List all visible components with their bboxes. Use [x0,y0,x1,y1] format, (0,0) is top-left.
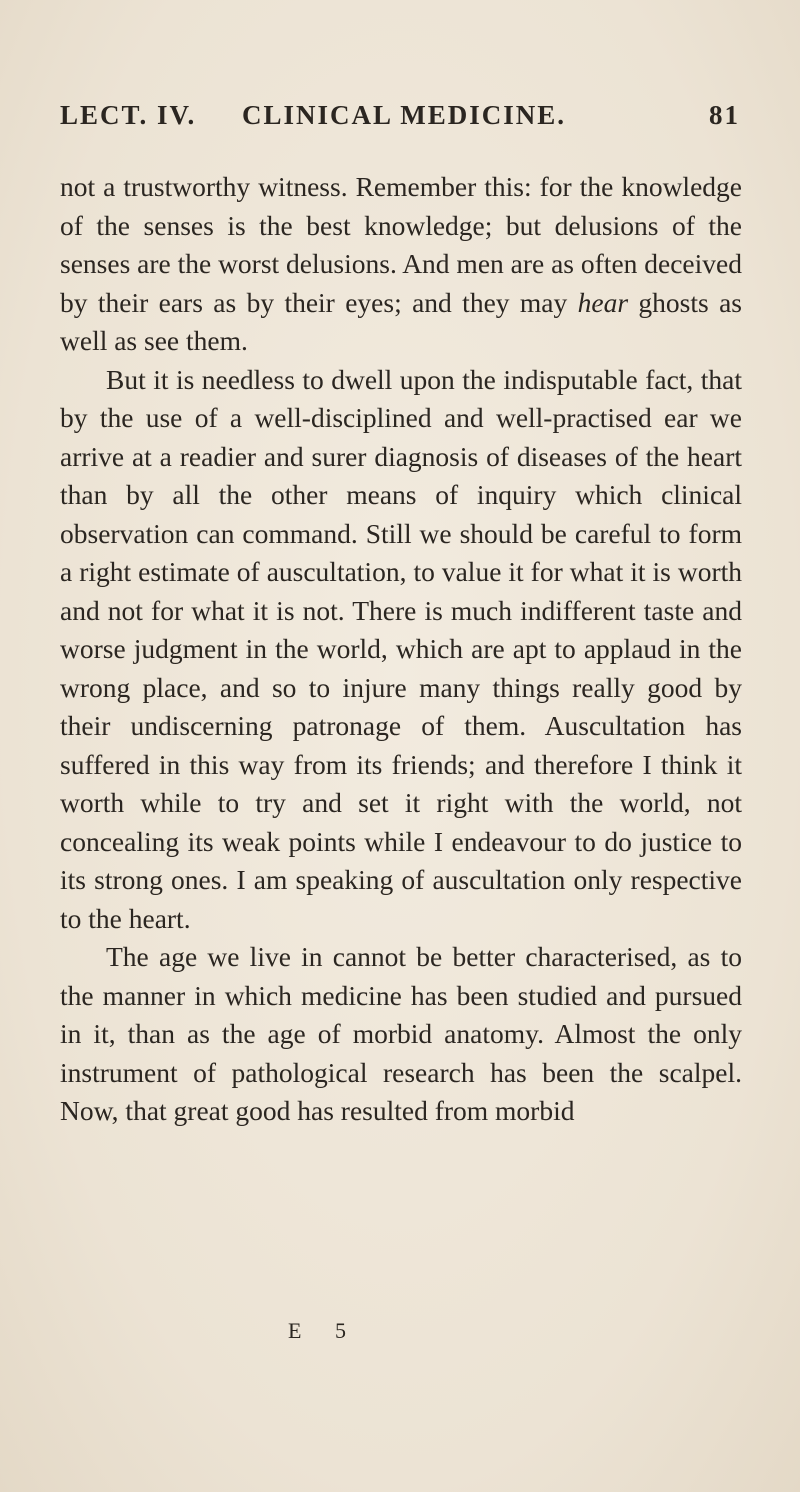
paragraph-1-lead: not a trustworthy witness. Remember this: for the knowledge of the senses is the best knowledge; but delusions of the senses are the worst delusions. And men are as often deceived by their ears as by their eyes; and they may [60,171,742,318]
paragraph-1-tail: ghosts as well as see them. [60,286,742,356]
paragraph-3: The age we live in cannot be better characterised, as to the manner in which medicine has been studied and pursued in it, than as the age of morbid anatomy. Almost the only instrument of pathological research has been the scalpel. Now, that great good has resulted from morbid [60,941,742,1126]
page-number: 81 [709,100,740,130]
emphasized-word: hear [577,286,629,318]
running-header [60,100,740,140]
running-title: CLINICAL MEDICINE. [242,100,567,130]
body-text [60,168,742,1131]
paragraph-1 [60,168,742,361]
paragraph-2: But it is needless to dwell upon the indisputable fact, that by the use of a well-disciplined and well-practised ear we arrive at a readier and surer diagnosis of diseases of the heart than by all the other means of inquiry which clinical observation can command. Still we should be careful to form a right estimate of auscultation, to value it for what it is worth and not for what it is not. There is much indifferent taste and worse judgment in the world, which are apt to applaud in the wrong place, and so to injure many things really good by their undiscerning patronage of them. Auscultation has suffered in this way from its friends; and therefore I think it worth while to try and set it right with the world, not concealing its weak points while I endeavour to do justice to its strong ones. I am speaking of auscultation only respective to the heart. [60,363,742,934]
signature-mark: E 5 [288,1318,360,1343]
lecture-number: LECT. IV. [60,100,197,130]
